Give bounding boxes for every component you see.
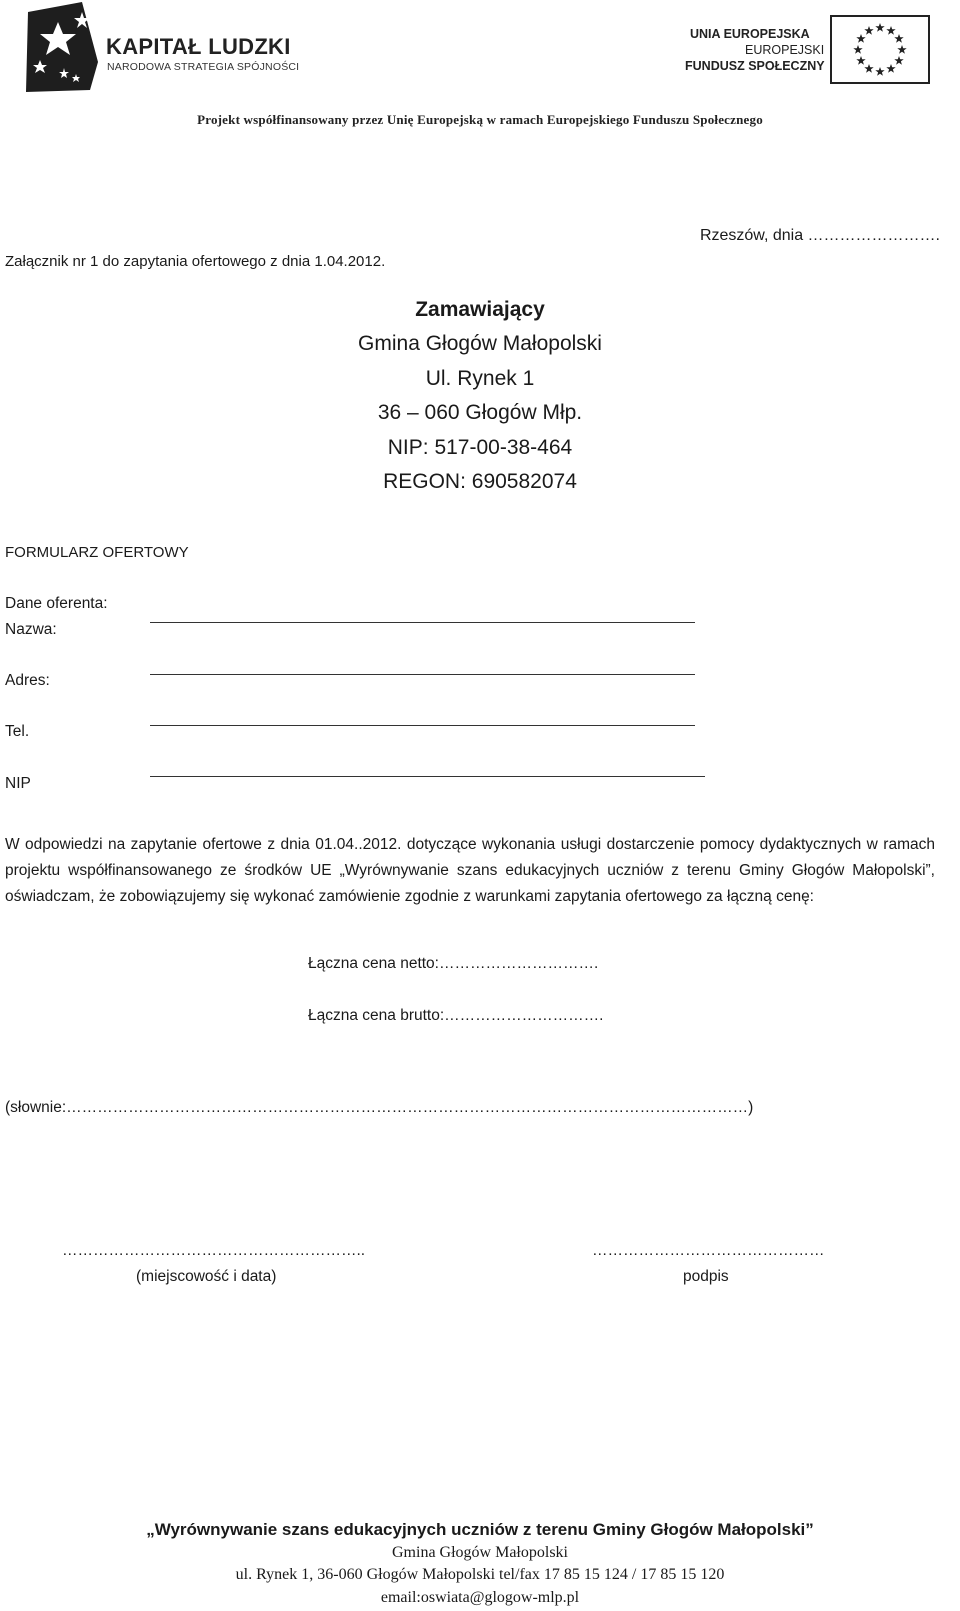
logo-subtitle: NARODOWA STRATEGIA SPÓJNOŚCI [107, 61, 300, 73]
tel-label: Tel. [5, 723, 30, 740]
logo-title: KAPITAŁ LUDZKI [106, 34, 291, 59]
contracting-party-heading: Zamawiający [415, 298, 545, 321]
signature-dots: ……………………………………… [592, 1242, 825, 1259]
kapital-ludzki-emblem-icon [26, 2, 98, 92]
nip-label: NIP [5, 775, 31, 792]
tel-field-line[interactable] [150, 725, 695, 726]
footer-address: ul. Rynek 1, 36-060 Głogów Małopolski tel/fax 17 85 15 124 / 17 85 15 120 [235, 1566, 725, 1583]
address-label: Adres: [5, 672, 50, 689]
amount-in-words-line: (słownie:……………………………………………………………………………………………………………………) [5, 1099, 754, 1116]
contracting-party-name: Gmina Głogów Małopolski [358, 332, 602, 355]
contracting-party-city: 36 – 060 Głogów Młp. [377, 401, 583, 424]
name-label: Nazwa: [5, 621, 57, 638]
footer-email: email:oswiata@glogow-mlp.pl [380, 1589, 580, 1606]
net-price-line: Łączna cena netto:…………………………. [308, 955, 599, 972]
contracting-party-regon: REGON: 690582074 [383, 470, 577, 493]
gross-price-line: Łączna cena brutto:…………………………. [308, 1007, 604, 1024]
eu-label-line2: EUROPEJSKI [745, 43, 825, 57]
footer-project-title: „Wyrównywanie szans edukacyjnych uczniów z terenu Gminy Głogów Małopolski” [146, 1520, 814, 1539]
offer-statement: W odpowiedzi na zapytanie ofertowe z dnia 01.04..2012. dotyczące wykonania usługi dostarczenie pomocy dydaktycznych w ramach projektu współfinansowanego ze środków UE „Wyrównywanie szans edukacyjnych uczniów z terenu Gminy Głogów Małopolski”, oświadczam, że zobowiązujemy się wykonać zamówienie zgodnie z warunkami zapytania ofertowego za łączną cenę: [5, 836, 935, 905]
name-field-line[interactable] [150, 622, 695, 623]
eu-label-line1: UNIA EUROPEJSKA [690, 27, 810, 41]
place-date-dots: ………………………………………………….. [62, 1242, 366, 1259]
eu-label-line3: FUNDUSZ SPOŁECZNY [685, 59, 825, 73]
nip-field-line[interactable] [150, 776, 705, 777]
bidder-heading: Dane oferenta: [5, 595, 108, 612]
contracting-party-street: Ul. Rynek 1 [425, 367, 535, 390]
footer-organization: Gmina Głogów Małopolski [392, 1544, 568, 1561]
place-date-label: (miejscowość i data) [136, 1268, 277, 1285]
date-line: Rzeszów, dnia ……………………. [699, 227, 940, 244]
form-title: FORMULARZ OFERTOWY [5, 544, 189, 561]
signature-label: podpis [683, 1268, 729, 1285]
cofunding-statement: Projekt współfinansowany przez Unię Europejską w ramach Europejskiego Funduszu Społecznego [197, 112, 763, 127]
eu-flag-icon [830, 15, 930, 84]
address-field-line[interactable] [150, 674, 695, 675]
contracting-party-nip: NIP: 517-00-38-464 [387, 436, 573, 459]
annex-title: Załącznik nr 1 do zapytania ofertowego z dnia 1.04.2012. [5, 253, 386, 270]
